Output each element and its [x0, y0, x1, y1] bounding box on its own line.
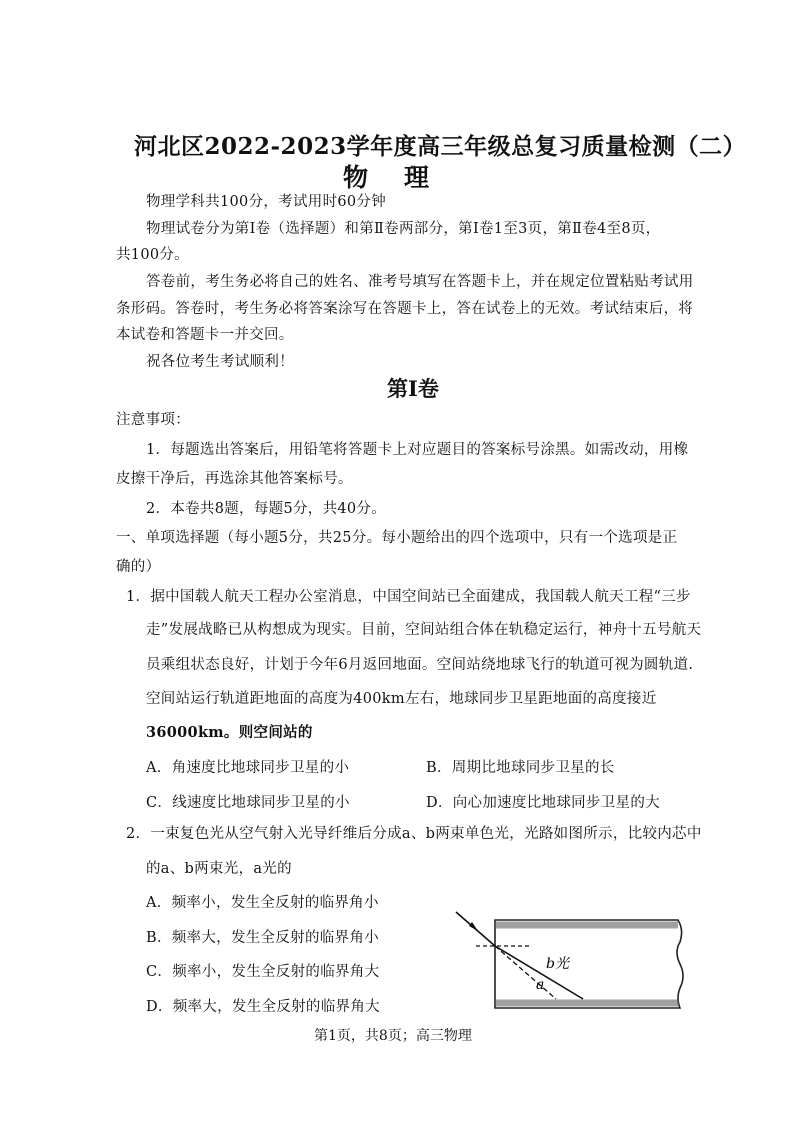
intro-line-1: 物理学科共100分，考试用时60分钟 — [146, 194, 387, 210]
q2-option-d: D．频率大，发生全反射的临界角大 — [146, 999, 380, 1015]
label-b-light: b光 — [546, 956, 569, 972]
intro-line-2: 物理试卷分为第Ⅰ卷（选择题）和第Ⅱ卷两部分，第Ⅰ卷1至3页，第Ⅱ卷4至8页， — [146, 221, 661, 237]
q1-line-3: 员乘组状态良好，计划于今年6月返回地面。空间站绕地球飞行的轨道可视为圆轨道. — [146, 657, 694, 673]
volume-title: 第Ⅰ卷 — [387, 376, 439, 401]
subject-title: 物理 — [343, 163, 466, 192]
intro-line-7: 祝各位考生考试顺利！ — [146, 354, 294, 370]
note-2: 2．本卷共8题，每题5分，共40分。 — [146, 501, 387, 517]
section-heading-2: 确的） — [116, 559, 161, 575]
q1-line-5: 36000km。则空间站的 — [146, 724, 313, 741]
optical-fiber-figure — [448, 906, 698, 1014]
intro-line-6: 本试卷和答题卡一并交回。 — [116, 327, 294, 343]
q1-option-c: C．线速度比地球同步卫星的小 — [146, 795, 350, 811]
intro-line-5: 条形码。答卷时，考生务必将答案涂写在答题卡上，答在试卷上的无效。考试结束后，将 — [116, 301, 694, 317]
fiber-outer-sheath — [495, 920, 683, 1008]
section-heading-1: 一、单项选择题（每小题5分，共25分。每小题给出的四个选项中，只有一个选项是正 — [116, 530, 678, 546]
intro-line-3: 共100分。 — [116, 247, 189, 263]
q2-line-1: 2．一束复色光从空气射入光导纤维后分成a、b两束单色光，光路如图所示，比较内芯中 — [126, 826, 702, 842]
notes-title: 注意事项： — [116, 412, 190, 428]
q2-option-b: B．频率大，发生全反射的临界角小 — [146, 930, 379, 946]
page-footer: 第1页，共8页；高三物理 — [314, 1028, 472, 1044]
q2-option-a: A．频率小，发生全反射的临界角小 — [146, 895, 379, 911]
note-1-a: 1．每题选出答案后，用铅笔将答题卡上对应题目的答案标号涂黑。如需改动，用橡 — [146, 442, 689, 458]
q1-line-4: 空间站运行轨道距地面的高度为400km左右，地球同步卫星距地面的高度接近 — [146, 691, 657, 707]
label-a-light: a — [536, 977, 545, 993]
q1-line-2: 走”发展战略已从构想成为现实。目前，空间站组合体在轨稳定运行，神舟十五号航天 — [146, 622, 702, 638]
ray-a — [495, 946, 556, 999]
q2-option-c: C．频率小，发生全反射的临界角大 — [146, 964, 380, 980]
q1-line-1: 1．据中国载人航天工程办公室消息，中国空间站已全面建成，我国载人航天工程“三步 — [126, 589, 691, 605]
q1-option-a: A．角速度比地球同步卫星的小 — [146, 760, 350, 776]
q1-option-b: B．周期比地球同步卫星的长 — [426, 760, 615, 776]
fiber-cladding — [495, 925, 679, 1003]
intro-line-4: 答卷前，考生务必将自己的姓名、准考号填写在答题卡上，并在规定位置粘贴考试用 — [146, 274, 694, 290]
incident-arrow-icon — [469, 922, 478, 931]
q2-line-2: 的a、b两束光，a光的 — [146, 861, 292, 877]
note-1-b: 皮擦干净后，再选涂其他答案标号。 — [116, 471, 353, 487]
q1-option-d: D．向心加速度比地球同步卫星的大 — [426, 795, 660, 811]
exam-title: 河北区2022-2023学年度高三年级总复习质量检测（二） — [134, 133, 747, 160]
